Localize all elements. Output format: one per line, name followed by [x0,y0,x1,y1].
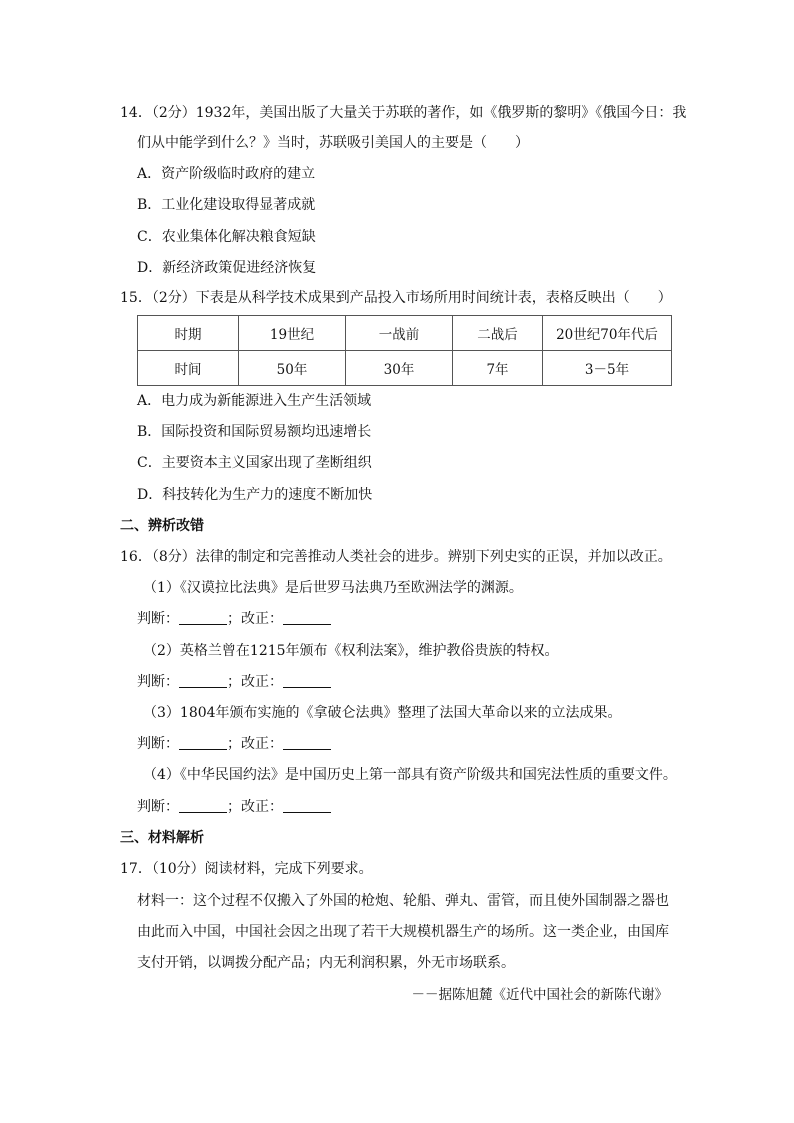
separator: ； [227,674,241,690]
q16-item-1: （1）《汉谟拉比法典》是后世罗马法典乃至欧洲法学的渊源。 [143,580,523,596]
correct-blank[interactable] [283,610,331,625]
correct-blank[interactable] [283,798,331,813]
q16-answer-row-3 [137,734,331,754]
judge-blank[interactable] [179,798,227,813]
q14-option-a: A．资产阶级临时政府的建立 [137,166,316,182]
judge-label: 判断： [137,674,179,690]
table-cell: 7年 [453,351,543,386]
table-cell: 时间 [138,351,239,386]
q17-material-line1: 材料一：这个过程不仅搬入了外国的枪炮、轮船、弹丸、雷管，而且使外国制器之器也 [137,893,669,909]
section-title-2: 二、辨析改错 [120,518,204,534]
judge-blank[interactable] [179,673,227,688]
q16-answer-row-1 [137,609,331,629]
q17-source: －－据陈旭麓《近代中国社会的新陈代谢》 [411,987,668,1003]
judge-label: 判断： [137,736,179,752]
q16-item-4: （4）《中华民国约法》是中国历史上第一部具有资产阶级共和国宪法性质的重要文件。 [143,767,677,783]
separator: ； [227,611,241,627]
q14-option-c: C．农业集体化解决粮食短缺 [137,229,316,245]
table-cell: 50年 [239,351,346,386]
table-cell: 19世纪 [239,316,346,351]
table-cell: 时期 [138,316,239,351]
correct-label: 改正： [241,799,283,815]
q14-stem-line1: 14．（2分）1932年，美国出版了大量关于苏联的著作，如《俄罗斯的黎明》《俄国今日：我 [120,105,687,121]
q15-option-b: B．国际投资和国际贸易额均迅速增长 [137,424,372,440]
q15-stats-table [137,315,672,386]
q16-item-3: （3）1804年颁布实施的《拿破仑法典》整理了法国大革命以来的立法成果。 [143,705,622,721]
separator: ； [227,736,241,752]
q14-option-d: D．新经济政策促进经济恢复 [137,260,317,276]
correct-label: 改正： [241,736,283,752]
table-cell: 一战前 [346,316,453,351]
section-title-3: 三、材料解析 [120,830,204,846]
q16-item-2: （2）英格兰曾在1215年颁布《权利法案》，维护教俗贵族的特权。 [143,643,559,659]
correct-label: 改正： [241,611,283,627]
correct-blank[interactable] [283,673,331,688]
q17-stem: 17．（10分）阅读材料，完成下列要求。 [120,861,373,877]
correct-blank[interactable] [283,735,331,750]
table-cell: 20世纪70年代后 [543,316,672,351]
q16-stem: 16．（8分）法律的制定和完善推动人类社会的进步。辨别下列史实的正误，并加以改正。 [120,549,672,565]
judge-blank[interactable] [179,735,227,750]
judge-label: 判断： [137,611,179,627]
judge-label: 判断： [137,799,179,815]
table-row [138,351,672,386]
q15-option-d: D．科技转化为生产力的速度不断加快 [137,487,373,503]
table-cell: 3－5年 [543,351,672,386]
separator: ； [227,799,241,815]
correct-label: 改正： [241,674,283,690]
table-cell: 30年 [346,351,453,386]
q15-option-a: A．电力成为新能源进入生产生活领域 [137,393,372,409]
q16-answer-row-4 [137,797,331,817]
q15-stem: 15．（2分）下表是从科学技术成果到产品投入市场所用时间统计表，表格反映出（ ） [120,290,672,306]
q14-option-b: B．工业化建设取得显著成就 [137,197,316,213]
q17-material-line2: 由此而入中国，中国社会因之出现了若干大规模机器生产的场所。这一类企业，由国库 [137,924,669,940]
q17-material-line3: 支付开销，以调拨分配产品；内无利润积累，外无市场联系。 [137,955,515,971]
table-row [138,316,672,351]
table-cell: 二战后 [453,316,543,351]
q16-answer-row-2 [137,672,331,692]
q15-option-c: C．主要资本主义国家出现了垄断组织 [137,455,372,471]
q14-stem-line2: 们从中能学到什么？》当时，苏联吸引美国人的主要是（ ） [137,135,529,151]
judge-blank[interactable] [179,610,227,625]
